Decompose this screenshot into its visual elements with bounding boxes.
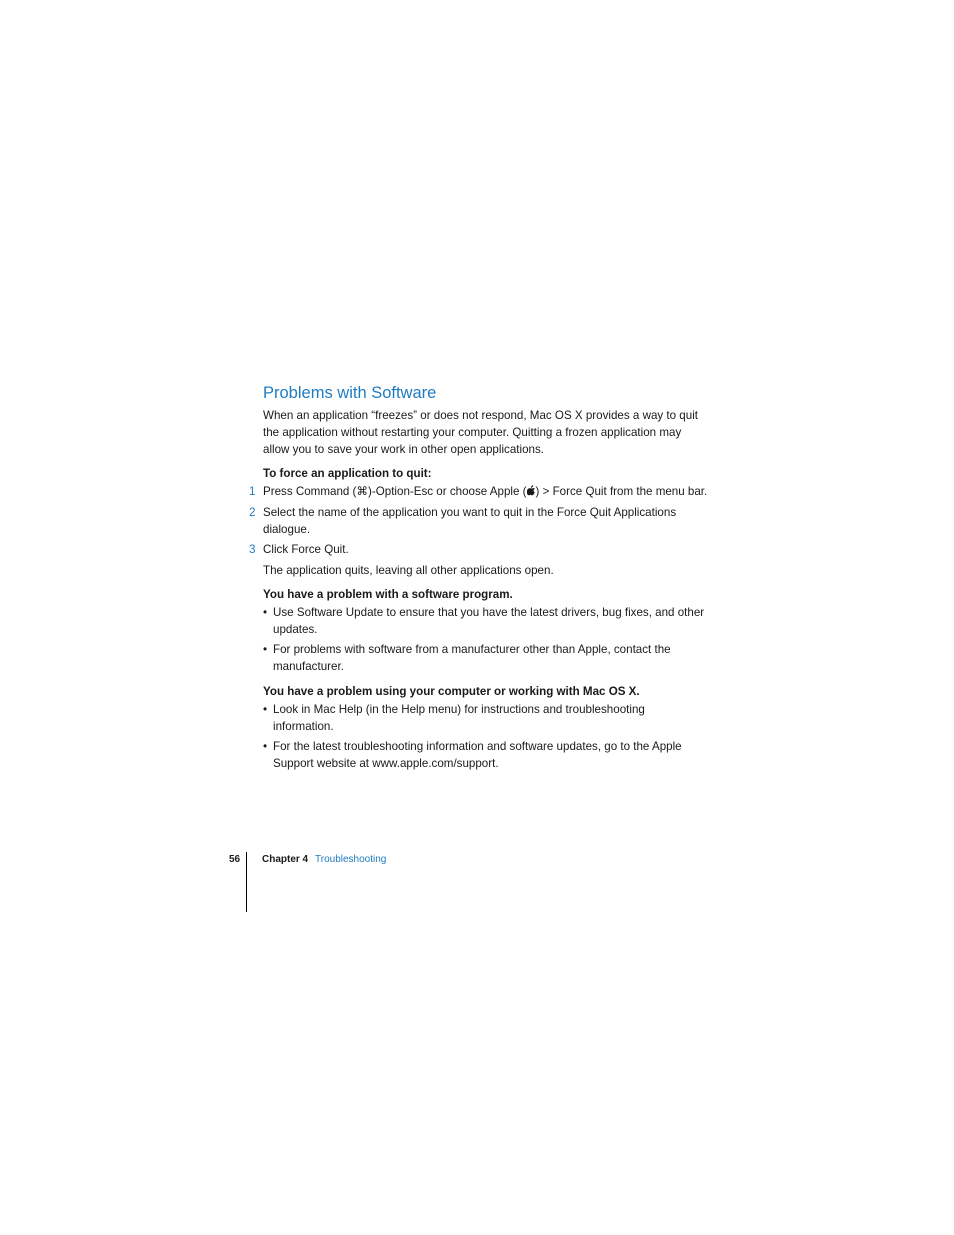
force-quit-steps [249,483,708,558]
step-item [249,541,708,558]
step-number: 2 [249,506,256,519]
list-item-text: For the latest troubleshooting information and software updates, go to the Apple Support website at www.apple.com/support. [273,740,682,770]
bullet-icon: • [263,643,268,656]
list-item [263,701,708,735]
step-text: Press Command (⌘)-Option-Esc or choose Apple ( [263,485,527,498]
intro-paragraph: When an application “freezes” or does not respond, Mac OS X provides a way to quit the application without restarting your computer. Quitting a frozen application may allow you to save your work in other open applications. [263,409,698,456]
step-item [249,483,708,501]
footer-divider [246,852,247,912]
step-text-continued: ) > Force Quit from the menu bar. [535,485,708,498]
bullet-icon: • [263,740,268,753]
list-item-text: For problems with software from a manufacturer other than Apple, contact the manufacturer. [273,643,671,673]
list-item [263,738,708,772]
force-quit-heading: To force an application to quit: [263,467,432,480]
step-number: 1 [249,485,256,498]
apple-icon [527,487,536,498]
list-item [263,641,708,675]
page-footer [0,852,954,912]
step-text: Select the name of the application you want to quit in the Force Quit Applications dialogue. [263,506,677,536]
step-text: Click Force Quit. [263,543,349,556]
list-item-text: Use Software Update to ensure that you have the latest drivers, bug fixes, and other updates. [273,606,705,636]
force-quit-result: The application quits, leaving all other applications open. [263,564,554,577]
software-problem-heading: You have a problem with a software program. [263,588,513,601]
document-content [249,382,708,780]
list-item-text: Look in Mac Help (in the Help menu) for instructions and troubleshooting information. [273,703,645,733]
bullet-icon: • [263,703,268,716]
chapter-title: Troubleshooting [315,854,387,865]
step-number: 3 [249,543,256,556]
step-item [249,504,708,538]
chapter-label: Chapter 4 [262,854,309,865]
section-title: Problems with Software [263,384,437,402]
bullet-icon: • [263,606,268,619]
page-number: 56 [229,854,241,865]
software-problem-list [263,604,708,675]
macos-problem-list [263,701,708,772]
list-item [263,604,708,638]
macos-problem-heading: You have a problem using your computer or working with Mac OS X. [263,685,640,698]
